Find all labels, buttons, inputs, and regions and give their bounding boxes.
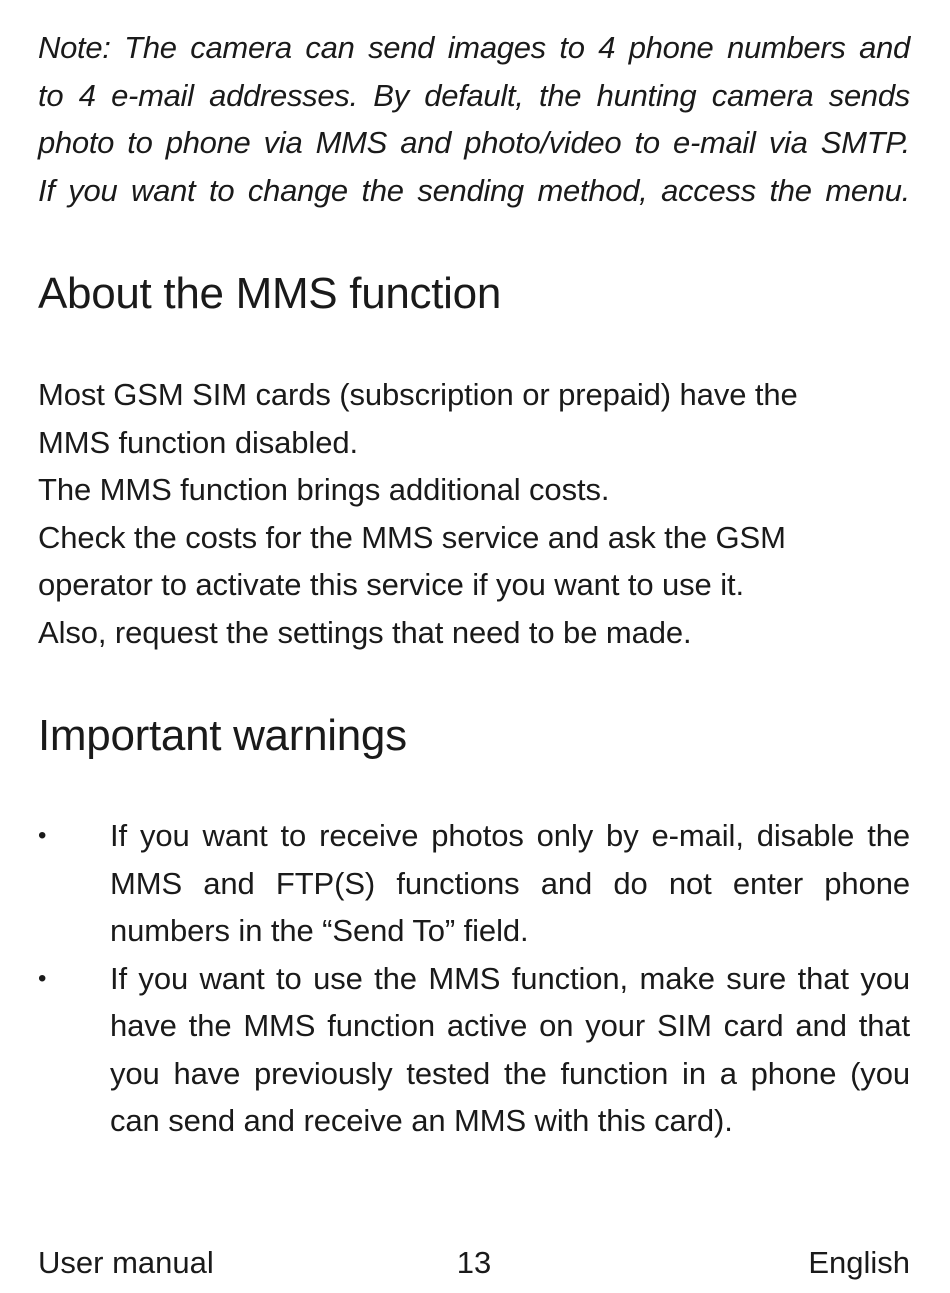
mms-line: Check the costs for the MMS service and ask the GSM — [38, 519, 786, 555]
mms-line: The MMS function brings additional costs. — [38, 472, 610, 507]
footer-language: English — [808, 1245, 910, 1280]
mms-line: operator to activate this service if you want to use it. — [38, 567, 745, 602]
warnings-section-heading: Important warnings — [38, 711, 407, 760]
note-paragraph — [38, 24, 910, 214]
mms-line: Also, request the settings that need to be made. — [38, 614, 692, 650]
list-item — [38, 812, 910, 955]
mms-paragraph — [38, 371, 910, 656]
note-line: If you want to change the sending method, access the menu. — [38, 172, 910, 208]
page-number: 13 — [456, 1245, 492, 1280]
mms-line: Most GSM SIM cards (subscription or prepaid) have the — [38, 377, 798, 412]
footer-document-title: User manual — [38, 1245, 214, 1280]
mms-section-heading: About the MMS function — [38, 269, 501, 318]
note-line: to 4 e-mail addresses. By default, the hunting camera sends — [38, 77, 910, 113]
list-item — [38, 955, 910, 1145]
warnings-list — [38, 812, 910, 1145]
manual-page — [38, 0, 910, 1293]
bullet-icon: • — [38, 964, 47, 992]
bullet-icon: • — [38, 822, 47, 849]
page-footer — [38, 1238, 910, 1288]
mms-line: MMS function disabled. — [38, 424, 359, 460]
warning-text: If you want to receive photos only by e-mail, disable the MMS and FTP(S) functions and do not enter phone numbers in the “Send To” field. — [110, 818, 910, 948]
note-line: photo to phone via MMS and photo/video to e-mail via SMTP. — [38, 125, 910, 160]
warning-text: If you want to use the MMS function, make sure that you have the MMS function active on your SIM card and that you have previously tested the function in a phone (you can send and receive an MMS with this card). — [110, 960, 910, 1138]
note-line: Note: The camera can send images to 4 phone numbers and — [38, 30, 910, 65]
